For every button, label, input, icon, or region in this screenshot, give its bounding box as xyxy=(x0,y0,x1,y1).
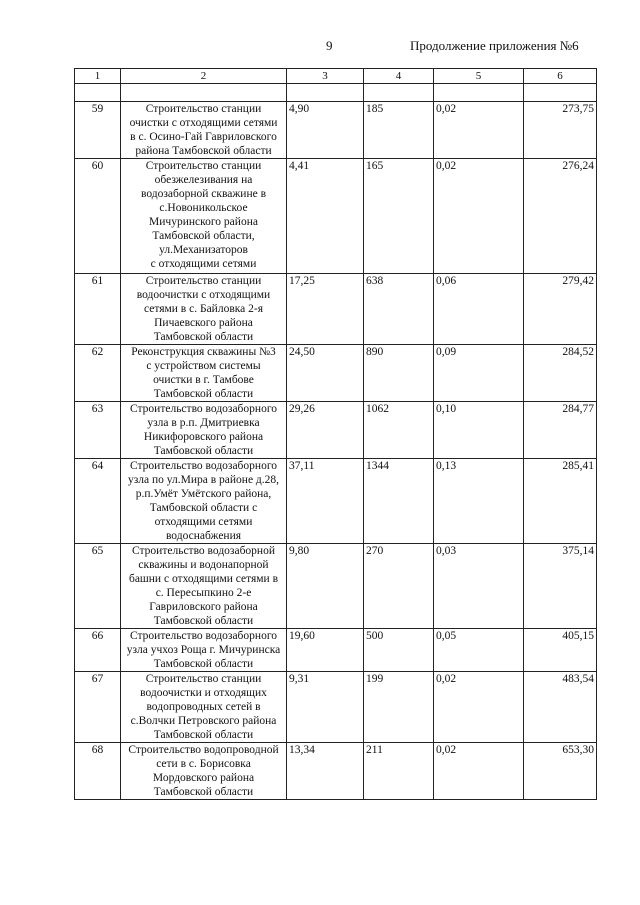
row-number-cell: 63 xyxy=(75,402,121,459)
spacer-row xyxy=(75,84,597,102)
value-cell-3: 17,25 xyxy=(287,274,364,345)
empty-cell xyxy=(287,84,364,102)
appendix-continuation-note: Продолжение приложения №6 xyxy=(410,38,579,53)
object-name-cell: Строительство водозаборного узла учхоз Роща г. Мичуринска Тамбовской области xyxy=(121,629,287,672)
object-name-cell: Строительство водопроводной сети в с. Борисовка Мордовского района Тамбовской области xyxy=(121,743,287,800)
object-name-cell: Строительство водозаборной скважины и водонапорной башни с отходящими сетями в с. Пересыпкино 2-е Гавриловского района Тамбовской области xyxy=(121,544,287,629)
value-cell-3: 4,90 xyxy=(287,102,364,159)
value-cell-3: 24,50 xyxy=(287,345,364,402)
table-row xyxy=(75,672,597,743)
object-name-cell: Реконструкция скважины №3 с устройством системы очистки в г. Тамбове Тамбовской области xyxy=(121,345,287,402)
value-cell-5: 0,06 xyxy=(434,274,524,345)
value-cell-6: 284,52 xyxy=(524,345,597,402)
empty-cell xyxy=(75,84,121,102)
value-cell-5: 0,03 xyxy=(434,544,524,629)
object-name-cell: Строительство станции водоочистки и отходящих водопроводных сетей в с.Волчки Петровского района Тамбовской области xyxy=(121,672,287,743)
value-cell-6: 276,24 xyxy=(524,159,597,274)
empty-cell xyxy=(121,84,287,102)
value-cell-6: 653,30 xyxy=(524,743,597,800)
value-cell-5: 0,02 xyxy=(434,102,524,159)
value-cell-3: 37,11 xyxy=(287,459,364,544)
value-cell-4: 211 xyxy=(364,743,434,800)
value-cell-6: 284,77 xyxy=(524,402,597,459)
value-cell-4: 270 xyxy=(364,544,434,629)
table-row xyxy=(75,459,597,544)
value-cell-4: 165 xyxy=(364,159,434,274)
value-cell-3: 19,60 xyxy=(287,629,364,672)
value-cell-4: 185 xyxy=(364,102,434,159)
object-name-cell: Строительство станции водоочистки с отходящими сетями в с. Байловка 2-я Пичаевского района Тамбовской области xyxy=(121,274,287,345)
row-number-cell: 59 xyxy=(75,102,121,159)
row-number-cell: 66 xyxy=(75,629,121,672)
value-cell-3: 9,80 xyxy=(287,544,364,629)
column-header-row xyxy=(75,69,597,84)
value-cell-6: 375,14 xyxy=(524,544,597,629)
row-number-cell: 62 xyxy=(75,345,121,402)
column-header: 3 xyxy=(287,69,364,84)
value-cell-4: 1062 xyxy=(364,402,434,459)
table-row xyxy=(75,102,597,159)
column-header: 2 xyxy=(121,69,287,84)
table-row xyxy=(75,274,597,345)
page-number: 9 xyxy=(326,38,333,53)
value-cell-4: 890 xyxy=(364,345,434,402)
value-cell-5: 0,02 xyxy=(434,159,524,274)
value-cell-3: 29,26 xyxy=(287,402,364,459)
value-cell-5: 0,13 xyxy=(434,459,524,544)
value-cell-5: 0,02 xyxy=(434,672,524,743)
row-number-cell: 67 xyxy=(75,672,121,743)
table-body xyxy=(75,102,597,800)
column-header: 6 xyxy=(524,69,597,84)
object-name-cell: Строительство водозаборного узла по ул.Мира в районе д.28, р.п.Умёт Умётского района, Тамбовской области с отходящими сетями водоснабжения xyxy=(121,459,287,544)
value-cell-6: 285,41 xyxy=(524,459,597,544)
table-row xyxy=(75,402,597,459)
row-number-cell: 61 xyxy=(75,274,121,345)
column-header: 1 xyxy=(75,69,121,84)
value-cell-4: 1344 xyxy=(364,459,434,544)
empty-cell xyxy=(364,84,434,102)
column-header: 4 xyxy=(364,69,434,84)
value-cell-4: 638 xyxy=(364,274,434,345)
value-cell-6: 273,75 xyxy=(524,102,597,159)
table-row xyxy=(75,345,597,402)
value-cell-6: 279,42 xyxy=(524,274,597,345)
value-cell-4: 500 xyxy=(364,629,434,672)
column-header: 5 xyxy=(434,69,524,84)
object-name-cell: Строительство водозаборного узла в р.п. Дмитриевка Никифоровского района Тамбовской области xyxy=(121,402,287,459)
row-number-cell: 68 xyxy=(75,743,121,800)
value-cell-3: 4,41 xyxy=(287,159,364,274)
value-cell-4: 199 xyxy=(364,672,434,743)
value-cell-5: 0,10 xyxy=(434,402,524,459)
object-name-cell: Строительство станции очистки с отходящими сетями в с. Осино-Гай Гавриловского района Тамбовской области xyxy=(121,102,287,159)
data-table xyxy=(74,68,597,800)
value-cell-6: 483,54 xyxy=(524,672,597,743)
value-cell-5: 0,02 xyxy=(434,743,524,800)
row-number-cell: 64 xyxy=(75,459,121,544)
object-name-cell: Строительство станции обезжелезивания на водозаборной скважине в с.Новоникольское Мичуринского района Тамбовской области, ул.Механизаторов с отходящими сетями xyxy=(121,159,287,274)
table-row xyxy=(75,629,597,672)
table-row xyxy=(75,159,597,274)
value-cell-3: 13,34 xyxy=(287,743,364,800)
value-cell-5: 0,09 xyxy=(434,345,524,402)
empty-cell xyxy=(524,84,597,102)
row-number-cell: 65 xyxy=(75,544,121,629)
value-cell-5: 0,05 xyxy=(434,629,524,672)
empty-cell xyxy=(434,84,524,102)
value-cell-3: 9,31 xyxy=(287,672,364,743)
table-row xyxy=(75,544,597,629)
table-row xyxy=(75,743,597,800)
row-number-cell: 60 xyxy=(75,159,121,274)
value-cell-6: 405,15 xyxy=(524,629,597,672)
